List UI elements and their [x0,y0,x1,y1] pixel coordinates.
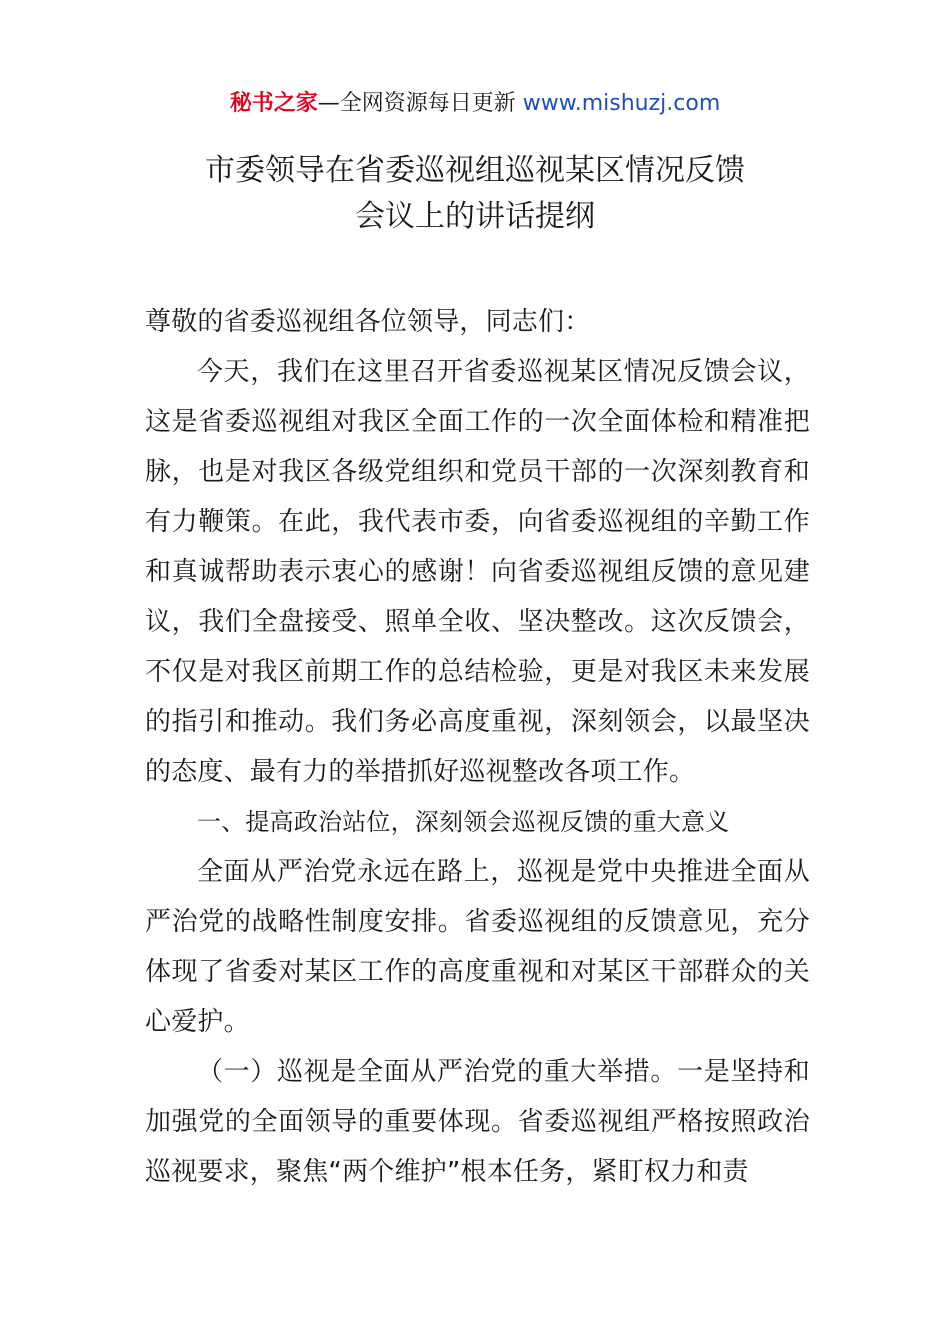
title-line-1: 市委领导在省委巡视组巡视某区情况反馈 [205,153,745,188]
site-url-link[interactable]: www.mishuzj.com [522,91,721,116]
header-tagline: —全网资源每日更新 [317,91,523,116]
section-heading-1: 一、提高政治站位，深刻领会巡视反馈的重大意义 [197,808,730,836]
document-title [0,148,950,240]
salutation: 尊敬的省委巡视组各位领导，同志们： [145,307,591,337]
document-body [145,297,810,1197]
title-line-2: 会议上的讲话提纲 [355,199,595,234]
paragraph-3: （一）巡视是全面从严治党的重大举措。一是坚持和加强党的全面领导的重要体现。省委巡视组严格按照政治巡视要求，聚焦“两个维护”根本任务，紧盯权力和责 [145,1057,810,1187]
site-header [0,88,950,120]
paragraph-1: 今天，我们在这里召开省委巡视某区情况反馈会议，这是省委巡视组对我区全面工作的一次全面体检和精准把脉，也是对我区各级党组织和党员干部的一次深刻教育和有力鞭策。在此，我代表市委，向省委巡视组的辛勤工作和真诚帮助表示衷心的感谢！向省委巡视组反馈的意见建议，我们全盘接受、照单全收、坚决整改。这次反馈会，不仅是对我区前期工作的总结检验，更是对我区未来发展的指引和推动。我们务必高度重视，深刻领会，以最坚决的态度、最有力的举措抓好巡视整改各项工作。 [145,357,810,787]
paragraph-2: 全面从严治党永远在路上，巡视是党中央推进全面从严治党的战略性制度安排。省委巡视组的反馈意见，充分体现了省委对某区工作的高度重视和对某区干部群众的关心爱护。 [145,857,810,1037]
brand-name: 秘书之家 [229,91,318,116]
